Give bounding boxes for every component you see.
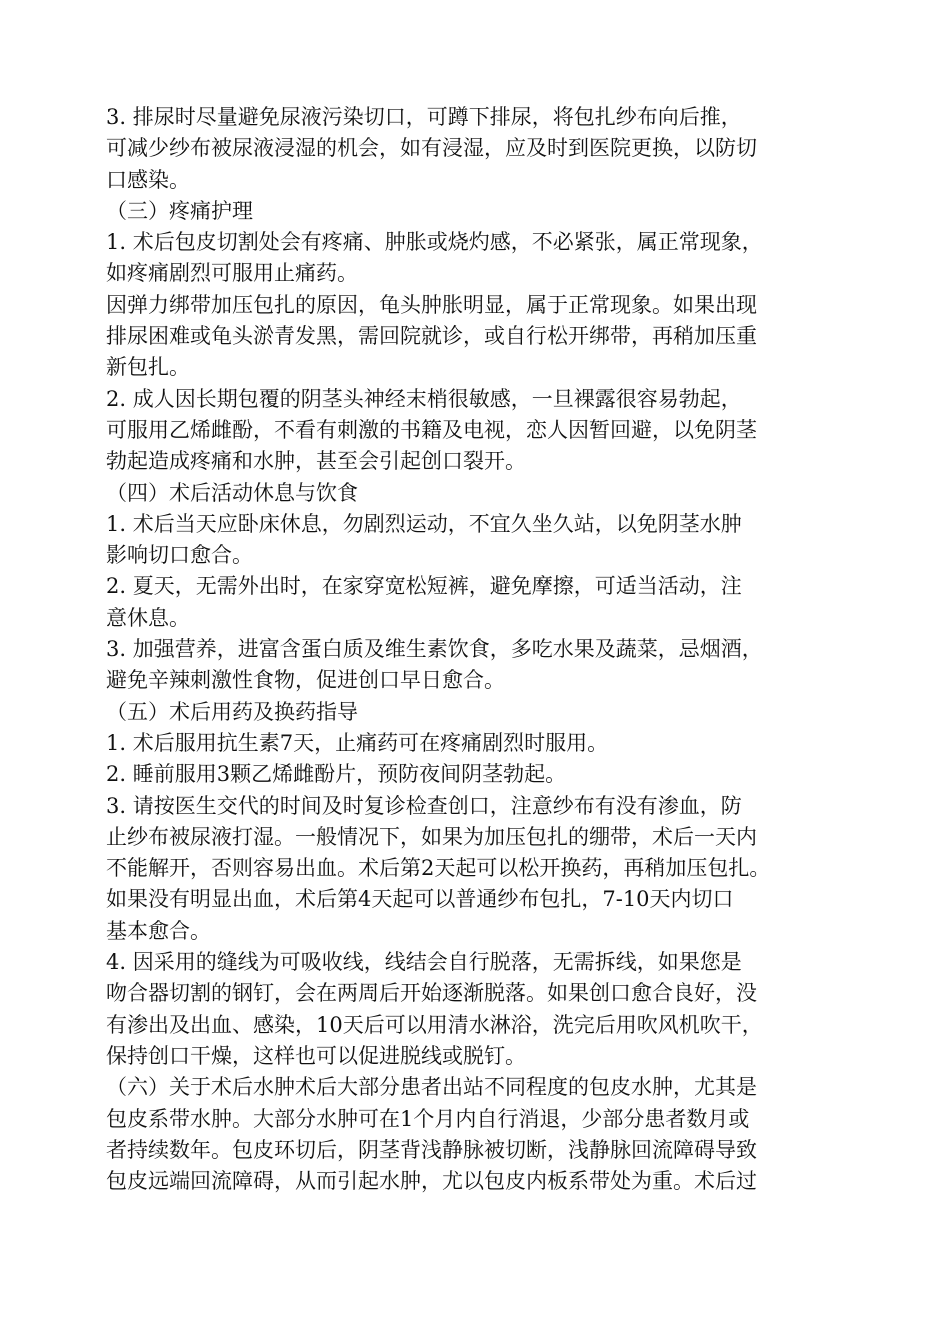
text-line: 者持续数年。包皮环切后，阴茎背浅静脉被切断，浅静脉回流障碍导致 bbox=[106, 1137, 757, 1162]
text-line: 如疼痛剧烈可服用止痛药。 bbox=[106, 261, 358, 286]
text-line: 保持创口干燥，这样也可以促进脱线或脱钉。 bbox=[106, 1043, 526, 1068]
text-line: 包皮远端回流障碍，从而引起水肿，尤以包皮内板系带处为重。术后过 bbox=[106, 1169, 757, 1194]
text-line: 可服用乙烯雌酚，不看有刺激的书籍及电视，恋人因暂回避，以免阴茎 bbox=[106, 417, 757, 442]
text-line: 勃起造成疼痛和水肿，甚至会引起创口裂开。 bbox=[106, 449, 526, 474]
text-line: 2. 夏天，无需外出时，在家穿宽松短裤，避免摩擦，可适当活动，注 bbox=[106, 574, 742, 599]
text-line: 有渗出及出血、感染，10天后可以用清水淋浴，洗完后用吹风机吹干， bbox=[106, 1012, 763, 1037]
document-body bbox=[106, 102, 851, 1197]
text-line: 新包扎。 bbox=[106, 355, 190, 380]
text-line: 2. 睡前服用3颗乙烯雌酚片，预防夜间阴茎勃起。 bbox=[106, 762, 567, 787]
text-line: 2. 成人因长期包覆的阴茎头神经末梢很敏感，一旦裸露很容易勃起， bbox=[106, 386, 742, 411]
section-heading: （六）关于术后水肿术后大部分患者出站不同程度的包皮水肿，尤其是 bbox=[106, 1075, 757, 1100]
text-line: 不能解开，否则容易出血。术后第2天起可以松开换药，再稍加压包扎。 bbox=[106, 856, 771, 881]
text-line: 意休息。 bbox=[106, 605, 190, 630]
text-line: 基本愈合。 bbox=[106, 918, 211, 943]
section-heading: （四）术后活动休息与饮食 bbox=[106, 480, 358, 505]
text-line: 吻合器切割的钢钉，会在两周后开始逐渐脱落。如果创口愈合良好，没 bbox=[106, 981, 757, 1006]
text-line: 3. 请按医生交代的时间及时复诊检查创口，注意纱布有没有渗血，防 bbox=[106, 793, 742, 818]
text-line: 4. 因采用的缝线为可吸收线，线结会自行脱落，无需拆线，如果您是 bbox=[106, 950, 742, 975]
text-line: 3. 加强营养，进富含蛋白质及维生素饮食，多吃水果及蔬菜，忌烟酒， bbox=[106, 637, 763, 662]
text-line: 因弹力绑带加压包扎的原因，龟头肿胀明显，属于正常现象。如果出现 bbox=[106, 292, 757, 317]
text-line: 口感染。 bbox=[106, 167, 190, 192]
text-line: 排尿困难或龟头淤青发黑，需回院就诊，或自行松开绑带，再稍加压重 bbox=[106, 324, 757, 349]
text-line: 避免辛辣刺激性食物，促进创口早日愈合。 bbox=[106, 668, 505, 693]
text-line: 3. 排尿时尽量避免尿液污染切口，可蹲下排尿，将包扎纱布向后推， bbox=[106, 105, 742, 129]
section-heading: （三）疼痛护理 bbox=[106, 198, 253, 223]
section-heading: （五）术后用药及换药指导 bbox=[106, 699, 358, 724]
text-line: 1. 术后当天应卧床休息，勿剧烈运动，不宜久坐久站，以免阴茎水肿 bbox=[106, 511, 742, 536]
text-line: 1. 术后包皮切割处会有疼痛、肿胀或烧灼感，不必紧张，属正常现象， bbox=[106, 230, 763, 255]
text-line: 如果没有明显出血，术后第4天起可以普通纱布包扎，7-10天内切口 bbox=[106, 887, 734, 912]
text-line: 影响切口愈合。 bbox=[106, 543, 253, 568]
text-line: 1. 术后服用抗生素7天，止痛药可在疼痛剧烈时服用。 bbox=[106, 730, 609, 755]
text-line: 可减少纱布被尿液浸湿的机会，如有浸湿，应及时到医院更换，以防切 bbox=[106, 136, 757, 161]
text-line: 止纱布被尿液打湿。一般情况下，如果为加压包扎的绷带，术后一天内 bbox=[106, 824, 757, 849]
text-line: 包皮系带水肿。大部分水肿可在1个月内自行消退，少部分患者数月或 bbox=[106, 1106, 750, 1131]
